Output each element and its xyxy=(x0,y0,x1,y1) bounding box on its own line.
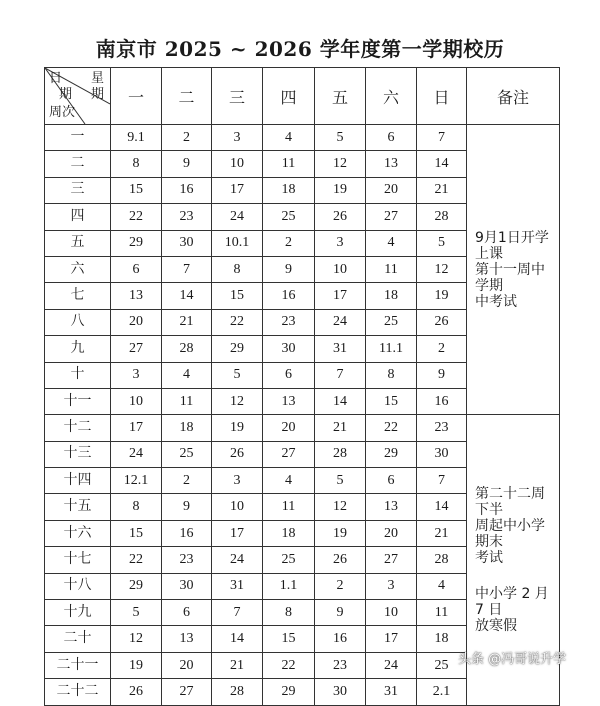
date-cell: 6 xyxy=(111,256,162,282)
date-cell: 10 xyxy=(315,256,366,282)
date-cell: 11 xyxy=(417,600,467,626)
date-cell: 14 xyxy=(315,388,366,414)
date-cell: 10 xyxy=(212,494,263,520)
date-cell: 11 xyxy=(263,494,315,520)
date-cell: 21 xyxy=(417,520,467,546)
date-cell: 13 xyxy=(111,283,162,309)
date-cell: 4 xyxy=(366,230,417,256)
watermark-text: 头条 @冯哥说升学 xyxy=(458,652,567,667)
date-cell: 26 xyxy=(212,441,263,467)
date-cell: 22 xyxy=(111,204,162,230)
date-cell: 8 xyxy=(366,362,417,388)
date-cell: 5 xyxy=(315,468,366,494)
date-cell: 9 xyxy=(162,494,212,520)
date-cell: 19 xyxy=(315,520,366,546)
week-number-cell: 十五 xyxy=(45,494,111,520)
date-cell: 17 xyxy=(212,520,263,546)
date-cell: 24 xyxy=(212,547,263,573)
corner-header xyxy=(45,68,111,125)
date-cell: 2.1 xyxy=(417,679,467,705)
date-cell: 23 xyxy=(417,415,467,441)
remark-gap xyxy=(475,566,551,586)
date-cell: 5 xyxy=(417,230,467,256)
date-cell: 6 xyxy=(366,468,417,494)
date-cell: 18 xyxy=(263,177,315,203)
date-cell: 29 xyxy=(263,679,315,705)
date-cell: 8 xyxy=(111,151,162,177)
date-cell: 26 xyxy=(315,547,366,573)
date-cell: 25 xyxy=(162,441,212,467)
date-cell: 5 xyxy=(212,362,263,388)
date-cell: 12 xyxy=(111,626,162,652)
date-cell: 30 xyxy=(263,336,315,362)
date-cell: 29 xyxy=(366,441,417,467)
date-cell: 17 xyxy=(315,283,366,309)
date-cell: 30 xyxy=(162,230,212,256)
header-sun: 日 xyxy=(417,68,467,125)
date-cell: 5 xyxy=(315,125,366,151)
date-cell: 15 xyxy=(111,177,162,203)
date-cell: 18 xyxy=(417,626,467,652)
week-number-cell: 三 xyxy=(45,177,111,203)
table-row xyxy=(45,125,560,151)
date-cell: 8 xyxy=(263,600,315,626)
week-number-cell: 二十二 xyxy=(45,679,111,705)
week-number-cell: 十二 xyxy=(45,415,111,441)
date-cell: 20 xyxy=(162,652,212,678)
date-cell: 7 xyxy=(212,600,263,626)
date-cell: 11 xyxy=(263,151,315,177)
corner-star-label: 星 xyxy=(90,70,104,85)
date-cell: 4 xyxy=(417,573,467,599)
remark-line: 9月1日开学上课 xyxy=(475,229,549,262)
week-number-cell: 十三 xyxy=(45,441,111,467)
date-cell: 29 xyxy=(111,230,162,256)
date-cell: 30 xyxy=(315,679,366,705)
date-cell: 20 xyxy=(366,177,417,203)
week-number-cell: 十六 xyxy=(45,520,111,546)
date-cell: 20 xyxy=(366,520,417,546)
date-cell: 7 xyxy=(162,256,212,282)
date-cell: 7 xyxy=(315,362,366,388)
week-number-cell: 二 xyxy=(45,151,111,177)
header-row xyxy=(45,68,560,125)
date-cell: 29 xyxy=(212,336,263,362)
date-cell: 10.1 xyxy=(212,230,263,256)
table-row xyxy=(45,415,560,441)
date-cell: 23 xyxy=(162,204,212,230)
date-cell: 31 xyxy=(366,679,417,705)
date-cell: 17 xyxy=(366,626,417,652)
date-cell: 15 xyxy=(212,283,263,309)
date-cell: 2 xyxy=(315,573,366,599)
date-cell: 21 xyxy=(417,177,467,203)
remarks-block-1 xyxy=(467,125,560,415)
date-cell: 2 xyxy=(417,336,467,362)
remark-line: 中考试 xyxy=(475,293,517,310)
date-cell: 25 xyxy=(263,204,315,230)
date-cell: 10 xyxy=(366,600,417,626)
header-fri: 五 xyxy=(315,68,366,125)
week-number-cell: 十九 xyxy=(45,600,111,626)
week-number-cell: 二十 xyxy=(45,626,111,652)
date-cell: 28 xyxy=(315,441,366,467)
week-number-cell: 七 xyxy=(45,283,111,309)
date-cell: 12 xyxy=(212,388,263,414)
date-cell: 13 xyxy=(366,494,417,520)
date-cell: 3 xyxy=(366,573,417,599)
date-cell: 18 xyxy=(263,520,315,546)
header-mon: 一 xyxy=(111,68,162,125)
week-number-cell: 九 xyxy=(45,336,111,362)
date-cell: 21 xyxy=(315,415,366,441)
header-tue: 二 xyxy=(162,68,212,125)
date-cell: 11 xyxy=(162,388,212,414)
date-cell: 9 xyxy=(263,256,315,282)
date-cell: 4 xyxy=(263,125,315,151)
date-cell: 24 xyxy=(366,652,417,678)
date-cell: 19 xyxy=(315,177,366,203)
date-cell: 9 xyxy=(417,362,467,388)
date-cell: 15 xyxy=(366,388,417,414)
date-cell: 2 xyxy=(263,230,315,256)
date-cell: 15 xyxy=(263,626,315,652)
date-cell: 26 xyxy=(417,309,467,335)
date-cell: 28 xyxy=(212,679,263,705)
date-cell: 24 xyxy=(111,441,162,467)
date-cell: 26 xyxy=(111,679,162,705)
remark-line: 第十一周中学期 xyxy=(475,261,545,294)
date-cell: 17 xyxy=(212,177,263,203)
date-cell: 4 xyxy=(263,468,315,494)
remark-line: 放寒假 xyxy=(475,617,517,634)
page-title: 南京市 2025 ~ 2026 学年度第一学期校历 xyxy=(95,37,505,61)
remark-line: 周起中小学期末 xyxy=(475,517,545,550)
date-cell: 13 xyxy=(162,626,212,652)
date-cell: 6 xyxy=(162,600,212,626)
date-cell: 19 xyxy=(212,415,263,441)
week-number-cell: 六 xyxy=(45,256,111,282)
date-cell: 28 xyxy=(417,547,467,573)
date-cell: 12.1 xyxy=(111,468,162,494)
corner-week-label: 周次 xyxy=(49,104,76,119)
date-cell: 16 xyxy=(263,283,315,309)
date-cell: 12 xyxy=(417,256,467,282)
week-number-cell: 八 xyxy=(45,309,111,335)
date-cell: 9 xyxy=(162,151,212,177)
date-cell: 16 xyxy=(417,388,467,414)
header-wed: 三 xyxy=(212,68,263,125)
date-cell: 3 xyxy=(315,230,366,256)
header-remarks: 备注 xyxy=(467,68,560,125)
date-cell: 27 xyxy=(263,441,315,467)
week-number-cell: 十八 xyxy=(45,573,111,599)
date-cell: 19 xyxy=(111,652,162,678)
week-number-cell: 四 xyxy=(45,204,111,230)
date-cell: 30 xyxy=(162,573,212,599)
date-cell: 30 xyxy=(417,441,467,467)
date-cell: 8 xyxy=(212,256,263,282)
header-sat: 六 xyxy=(366,68,417,125)
school-calendar-table xyxy=(44,67,560,706)
date-cell: 24 xyxy=(315,309,366,335)
date-cell: 22 xyxy=(111,547,162,573)
date-cell: 26 xyxy=(315,204,366,230)
date-cell: 10 xyxy=(212,151,263,177)
remark-line: 中小学 2 月 7 日 xyxy=(475,585,549,618)
date-cell: 25 xyxy=(417,652,467,678)
date-cell: 23 xyxy=(315,652,366,678)
week-number-cell: 十七 xyxy=(45,547,111,573)
date-cell: 3 xyxy=(212,468,263,494)
header-thu: 四 xyxy=(263,68,315,125)
date-cell: 25 xyxy=(366,309,417,335)
date-cell: 6 xyxy=(263,362,315,388)
date-cell: 11 xyxy=(366,256,417,282)
date-cell: 28 xyxy=(417,204,467,230)
date-cell: 7 xyxy=(417,125,467,151)
date-cell: 3 xyxy=(111,362,162,388)
date-cell: 24 xyxy=(212,204,263,230)
date-cell: 2 xyxy=(162,125,212,151)
date-cell: 12 xyxy=(315,494,366,520)
date-cell: 27 xyxy=(162,679,212,705)
week-number-cell: 十一 xyxy=(45,388,111,414)
date-cell: 20 xyxy=(111,309,162,335)
week-number-cell: 二十一 xyxy=(45,652,111,678)
date-cell: 27 xyxy=(366,204,417,230)
date-cell: 14 xyxy=(162,283,212,309)
date-cell: 16 xyxy=(315,626,366,652)
date-cell: 22 xyxy=(263,652,315,678)
date-cell: 3 xyxy=(212,125,263,151)
date-cell: 14 xyxy=(417,494,467,520)
date-cell: 11.1 xyxy=(366,336,417,362)
date-cell: 23 xyxy=(263,309,315,335)
date-cell: 10 xyxy=(111,388,162,414)
date-cell: 27 xyxy=(366,547,417,573)
date-cell: 27 xyxy=(111,336,162,362)
corner-qi2-label: 期 xyxy=(90,86,104,101)
remark-line: 考试 xyxy=(475,549,503,566)
date-cell: 5 xyxy=(111,600,162,626)
date-cell: 21 xyxy=(212,652,263,678)
date-cell: 18 xyxy=(162,415,212,441)
date-cell: 2 xyxy=(162,468,212,494)
week-number-cell: 十四 xyxy=(45,468,111,494)
date-cell: 22 xyxy=(366,415,417,441)
date-cell: 20 xyxy=(263,415,315,441)
date-cell: 23 xyxy=(162,547,212,573)
date-cell: 31 xyxy=(212,573,263,599)
date-cell: 7 xyxy=(417,468,467,494)
date-cell: 16 xyxy=(162,520,212,546)
date-cell: 12 xyxy=(315,151,366,177)
date-cell: 1.1 xyxy=(263,573,315,599)
date-cell: 6 xyxy=(366,125,417,151)
remark-line: 第二十二周下半 xyxy=(475,485,545,518)
date-cell: 18 xyxy=(366,283,417,309)
date-cell: 17 xyxy=(111,415,162,441)
date-cell: 4 xyxy=(162,362,212,388)
week-number-cell: 五 xyxy=(45,230,111,256)
date-cell: 25 xyxy=(263,547,315,573)
date-cell: 8 xyxy=(111,494,162,520)
date-cell: 19 xyxy=(417,283,467,309)
date-cell: 14 xyxy=(212,626,263,652)
date-cell: 16 xyxy=(162,177,212,203)
date-cell: 15 xyxy=(111,520,162,546)
corner-day-label: 日 xyxy=(49,70,63,85)
date-cell: 9 xyxy=(315,600,366,626)
date-cell: 9.1 xyxy=(111,125,162,151)
date-cell: 22 xyxy=(212,309,263,335)
date-cell: 13 xyxy=(366,151,417,177)
date-cell: 29 xyxy=(111,573,162,599)
date-cell: 14 xyxy=(417,151,467,177)
corner-qi-label: 期 xyxy=(59,86,73,101)
date-cell: 21 xyxy=(162,309,212,335)
date-cell: 13 xyxy=(263,388,315,414)
week-number-cell: 一 xyxy=(45,125,111,151)
date-cell: 31 xyxy=(315,336,366,362)
week-number-cell: 十 xyxy=(45,362,111,388)
date-cell: 28 xyxy=(162,336,212,362)
